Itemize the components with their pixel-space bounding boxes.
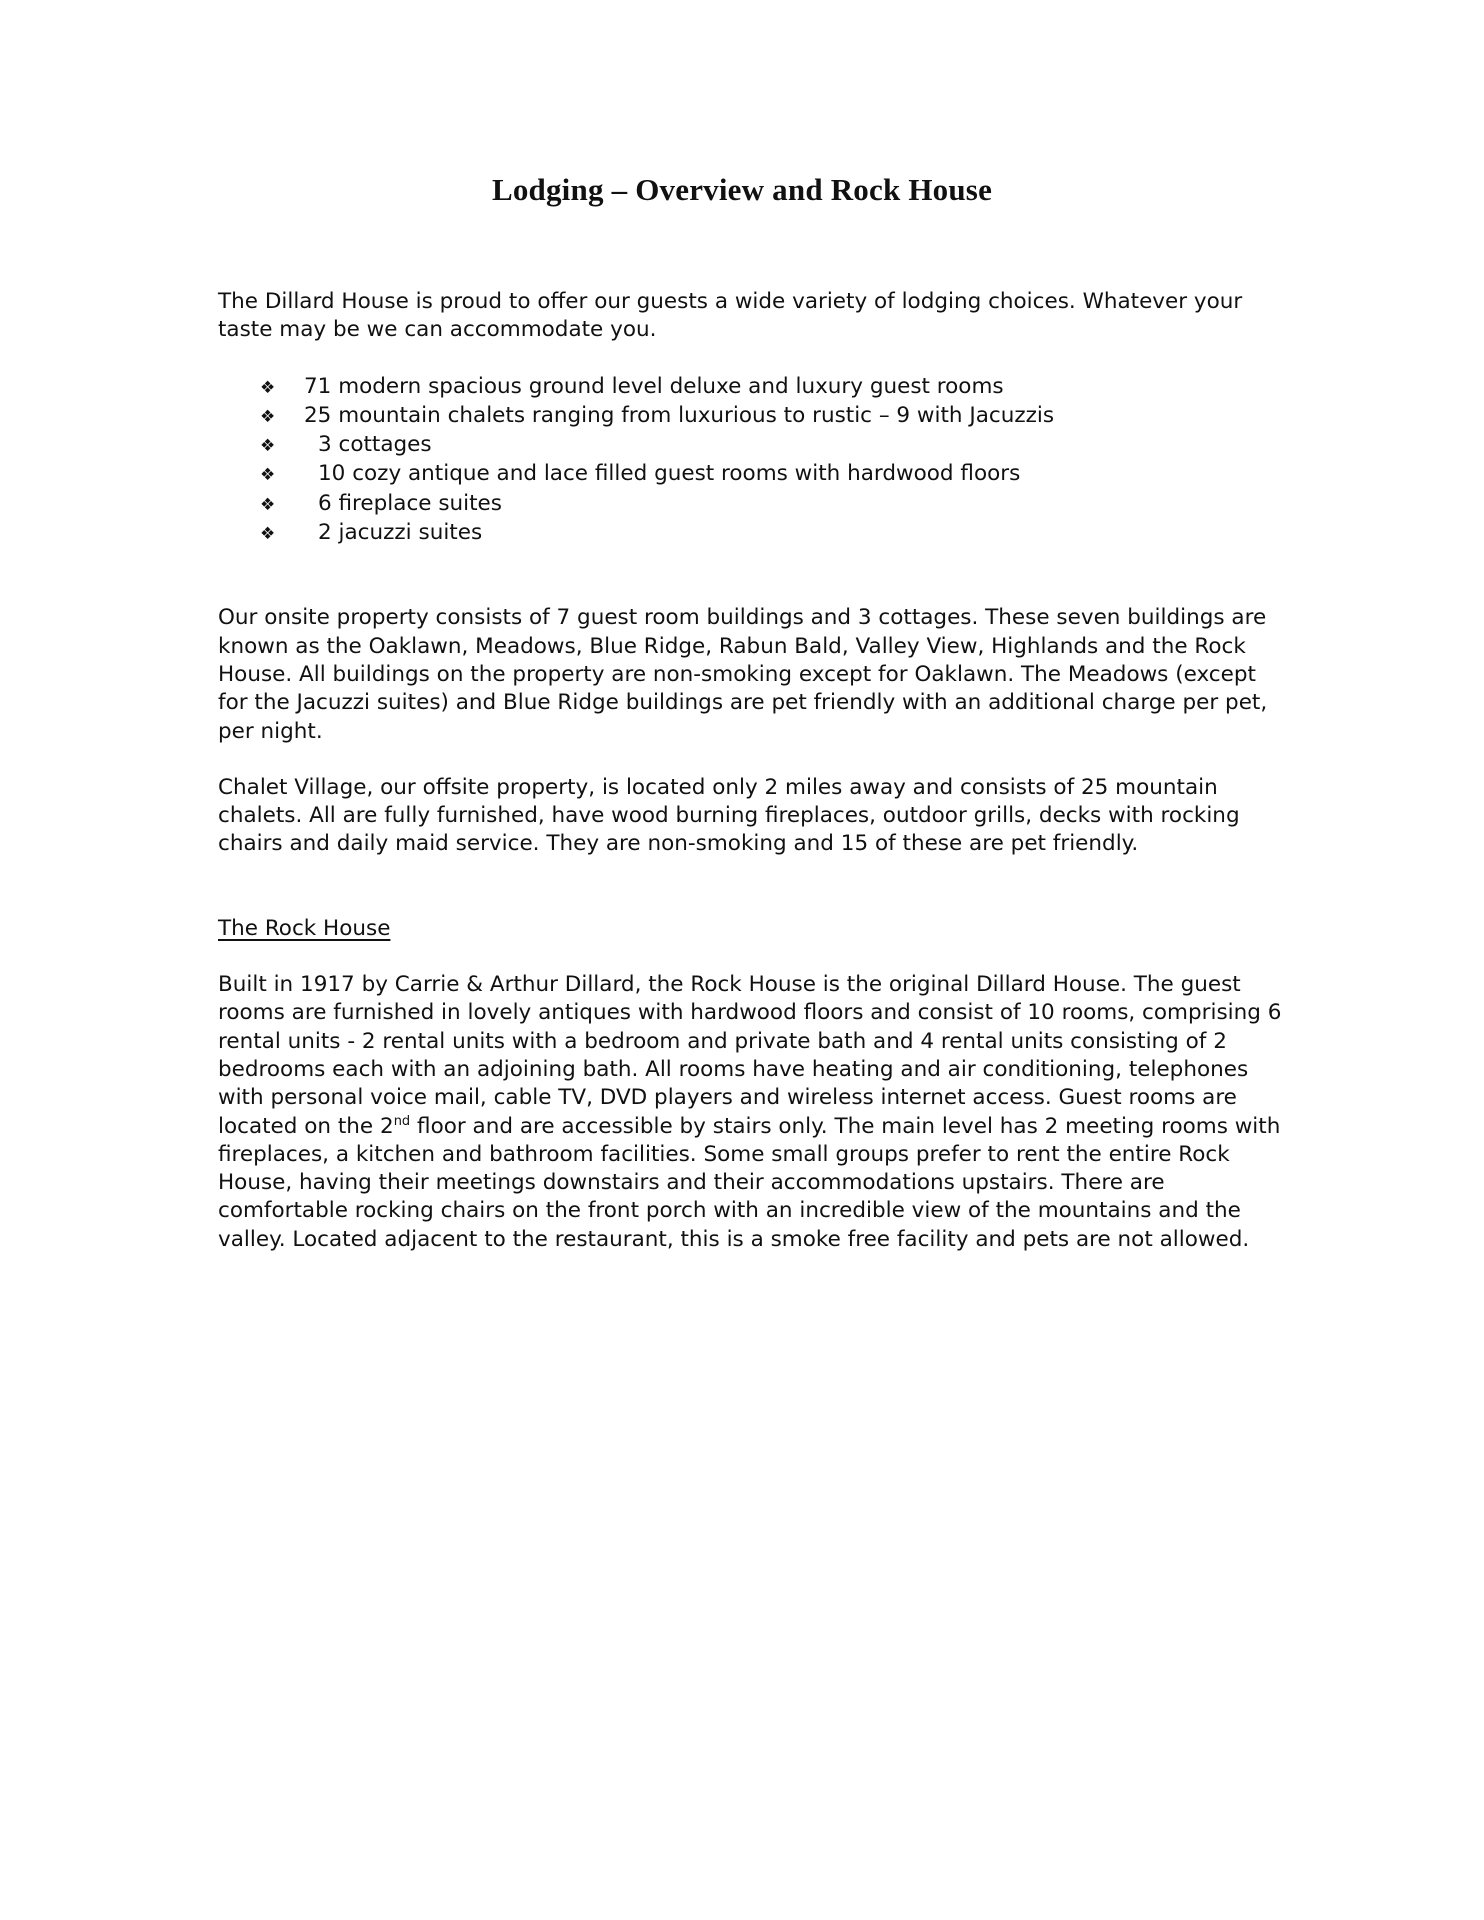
chalet-village-paragraph: Chalet Village, our offsite property, is located only 2 miles away and consists of 25 mountain chalets. All are fully furnished, have wood burning fireplaces, outdoor grills, decks with rocking chairs and daily maid service. They are non-smoking and 15 of these are pet friendly. [218, 774, 1240, 857]
list-item: ❖ 71 modern spacious ground level deluxe and luxury guest rooms [260, 373, 1288, 402]
list-item: ❖ 3 cottages [260, 431, 1288, 460]
page-title: Lodging – Overview and Rock House [491, 172, 993, 207]
diamond-bullet-icon: ❖ [260, 406, 276, 427]
list-item: ❖ 6 fireplace suites [260, 490, 1288, 519]
lodging-options-list [218, 373, 1288, 549]
list-item: ❖ 10 cozy antique and lace filled guest rooms with hardwood floors [260, 460, 1288, 489]
onsite-property-paragraph: Our onsite property consists of 7 guest room buildings and 3 cottages. These seven buildings are known as the Oaklawn, Meadows, Blue Ridge, Rabun Bald, Valley View, Highlands and the Rock House. All buildings on the property are non-smoking except for Oaklawn. The Meadows (except for the Jacuzzi suites) and Blue Ridge buildings are pet friendly with an additional charge per pet, per night. [218, 605, 1268, 744]
rock-house-paragraph: Built in 1917 by Carrie & Arthur Dillard, the Rock House is the original Dillard House. The guest rooms are furnished in lovely antiques with hardwood floors and consist of 10 rooms, comprising 6 rental units - 2 rental units with a bedroom and private bath and 4 rental units consisting of 2 bedrooms each with an adjoining bath. All rooms have heating and air conditioning, telephones with personal voice mail, cable TV, DVD players and wireless internet access. Guest rooms are located on the 2nd floor and are accessible by stairs only. The main level has 2 meeting rooms with fireplaces, a kitchen and bathroom facilities. Some small groups prefer to rent the entire Rock House, having their meetings downstairs and their accommodations upstairs. There are comfortable rocking chairs on the front porch with an incredible view of the mountains and the valley. Located adjacent to the restaurant, this is a smoke free facility and pets are not allowed. [218, 972, 1282, 1252]
rock-house-heading: The Rock House [218, 915, 391, 941]
intro-paragraph: The Dillard House is proud to offer our guests a wide variety of lodging choices. Whatever your taste may be we can accommodate you. [218, 289, 1243, 343]
list-item: ❖ 2 jacuzzi suites [260, 519, 1288, 548]
diamond-bullet-icon: ❖ [260, 436, 276, 457]
diamond-bullet-icon: ❖ [260, 465, 276, 486]
diamond-bullet-icon: ❖ [260, 524, 276, 545]
diamond-bullet-icon: ❖ [260, 377, 276, 398]
document-body [218, 288, 1288, 1254]
list-item: ❖ 25 mountain chalets ranging from luxurious to rustic – 9 with Jacuzzis [260, 402, 1288, 431]
diamond-bullet-icon: ❖ [260, 494, 276, 515]
